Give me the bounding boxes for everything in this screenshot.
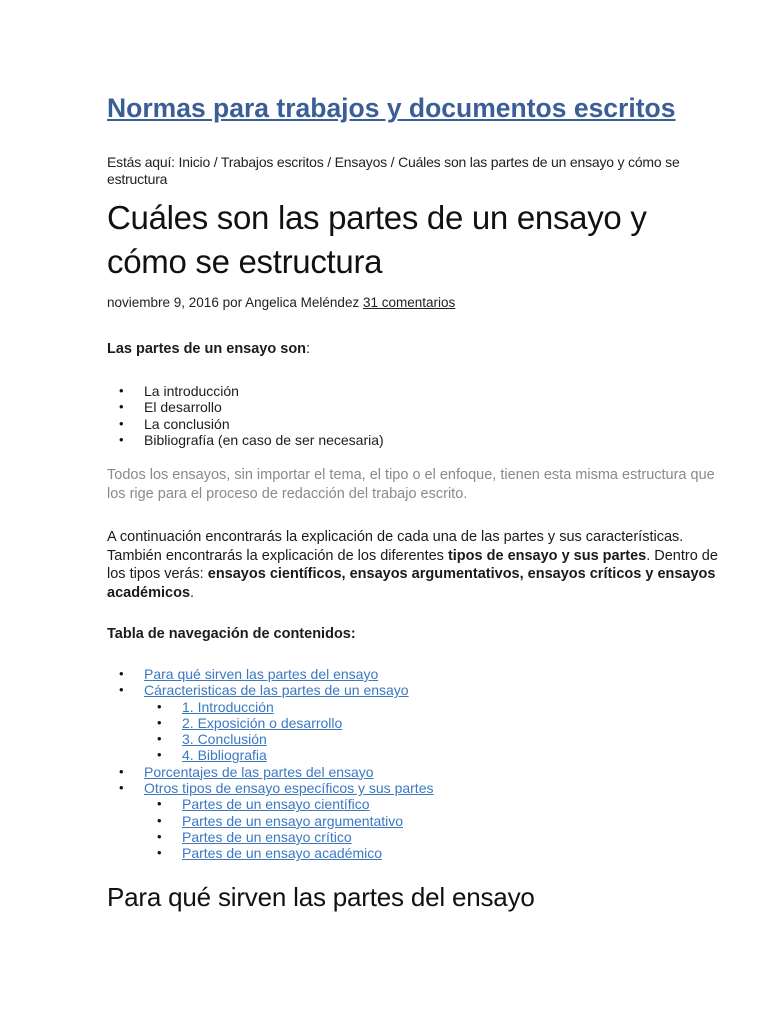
breadcrumb-item-inicio[interactable]: Inicio xyxy=(178,154,211,170)
intro-bold-1: tipos de ensayo y sus partes xyxy=(447,547,647,564)
toc-subitem xyxy=(145,813,728,829)
toc-subitem xyxy=(145,829,728,845)
parts-lead xyxy=(107,340,728,358)
toc-item xyxy=(107,682,728,698)
toc-link-conclusion[interactable]: 3. Conclusión xyxy=(182,731,267,748)
toc-link-exposicion[interactable]: 2. Exposición o desarrollo xyxy=(182,714,343,731)
post-author[interactable]: Angelica Meléndez xyxy=(245,295,360,310)
toc-list xyxy=(107,666,728,862)
post-by: por xyxy=(222,295,243,310)
toc-link-cientifico[interactable]: Partes de un ensayo científico xyxy=(182,796,370,813)
breadcrumb-item-ensayos[interactable]: Ensayos xyxy=(334,154,387,170)
toc-item xyxy=(107,666,728,682)
toc-link-introduccion[interactable]: 1. Introducción xyxy=(182,698,274,715)
toc-item xyxy=(107,780,728,796)
list-item: • Bibliografía (en caso de ser necesaria) xyxy=(107,432,728,448)
intro-text-2: . Dentro de los tipos verás: xyxy=(107,547,718,582)
toc-subitem xyxy=(145,747,728,763)
breadcrumb-item-trabajos[interactable]: Trabajos escritos xyxy=(220,154,324,170)
toc-link-otros-tipos[interactable]: Otros tipos de ensayo específicos y sus partes xyxy=(144,780,434,797)
intro-paragraph xyxy=(107,528,728,602)
parts-lead-colon: : xyxy=(306,341,311,357)
structure-note: Todos los ensayos, sin importar el tema, el tipo o el enfoque, tienen esta misma estructura que los rige para el proceso de redacción del trabajo escrito. xyxy=(107,467,715,502)
site-title-link[interactable]: Normas para trabajos y documentos escritos xyxy=(107,93,676,123)
breadcrumb xyxy=(107,154,728,188)
breadcrumb-item-current: Cuáles son las partes de un ensayo y cómo se estructura xyxy=(107,154,680,187)
post-meta xyxy=(107,294,728,311)
parts-list xyxy=(107,383,728,448)
toc-link-caracteristicas[interactable]: Cáracteristicas de las partes de un ensayo xyxy=(144,682,409,699)
toc-subgroup xyxy=(107,796,728,861)
toc-subitem xyxy=(145,845,728,861)
toc-subitem xyxy=(145,699,728,715)
breadcrumb-separator: / xyxy=(213,154,218,170)
breadcrumb-separator: / xyxy=(390,154,395,170)
toc-link-para-que-sirven[interactable]: Para qué sirven las partes del ensayo xyxy=(144,666,379,682)
post-date: noviembre 9, 2016 xyxy=(107,295,219,310)
toc-sublist-otros-tipos xyxy=(107,796,728,861)
list-item: • La conclusión xyxy=(107,416,728,432)
toc-item xyxy=(107,764,728,780)
list-item: • El desarrollo xyxy=(107,399,728,415)
intro-text-3: . xyxy=(190,584,195,601)
section-heading: Para qué sirven las partes del ensayo xyxy=(107,882,535,912)
toc-sublist-caracteristicas xyxy=(107,699,728,764)
toc-title: Tabla de navegación de contenidos: xyxy=(107,626,356,642)
list-item: • La introducción xyxy=(107,383,728,399)
toc-subitem xyxy=(145,796,728,812)
toc-subitem xyxy=(145,715,728,731)
parts-lead-bold: Las partes de un ensayo son xyxy=(107,341,307,357)
intro-text-1: A continuación encontrarás la explicación de cada una de las partes y sus características. También encontrarás la explicación de los diferentes xyxy=(107,529,684,564)
toc-link-critico[interactable]: Partes de un ensayo crítico xyxy=(182,828,352,845)
breadcrumb-prefix: Estás aquí: xyxy=(107,154,175,170)
site-title xyxy=(107,92,728,124)
toc-link-bibliografia[interactable]: 4. Bibliografia xyxy=(182,747,267,764)
toc-subitem xyxy=(145,731,728,747)
comments-link[interactable]: 31 comentarios xyxy=(362,295,456,310)
toc-link-academico[interactable]: Partes de un ensayo académico xyxy=(182,845,383,862)
toc-link-argumentativo[interactable]: Partes de un ensayo argumentativo xyxy=(182,812,404,829)
post-title: Cuáles son las partes de un ensayo y cómo se estructura xyxy=(107,199,647,280)
intro-bold-2: ensayos científicos, ensayos argumentativos, ensayos críticos y ensayos académicos xyxy=(107,566,716,601)
toc-subgroup xyxy=(107,699,728,764)
toc-link-porcentajes[interactable]: Porcentajes de las partes del ensayo xyxy=(144,763,374,780)
breadcrumb-separator: / xyxy=(327,154,331,170)
